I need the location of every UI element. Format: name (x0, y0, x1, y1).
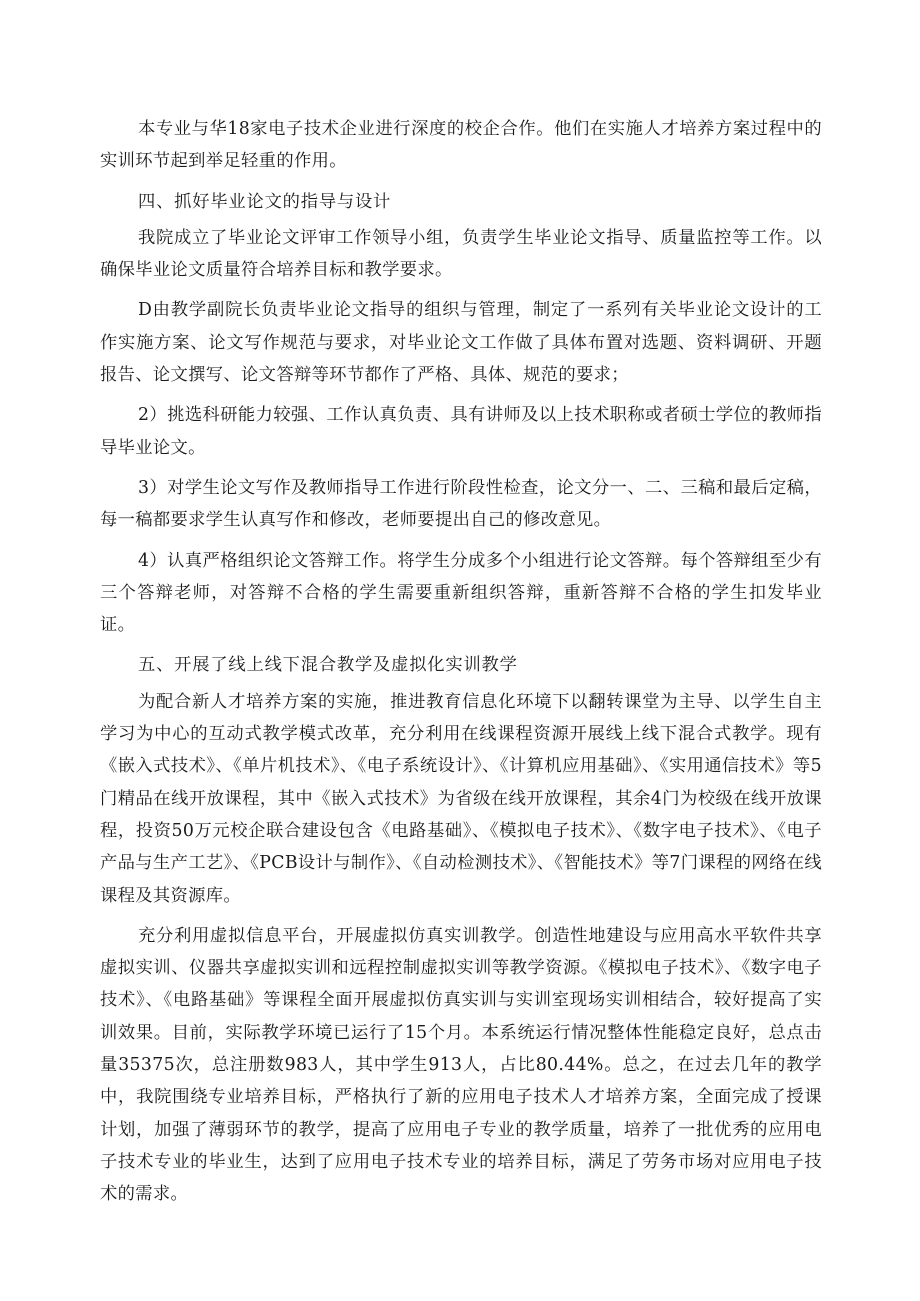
list-item-1: D由教学副院长负责毕业论文指导的组织与管理，制定了一系列有关毕业论文设计的工作实施方案、论文写作规范与要求，对毕业论文工作做了具体布置对选题、资料调研、开题报告、论文撰写、论文答辩等环节都作了严格、具体、规范的要求； (100, 300, 822, 386)
section-heading-5: 五、开展了线上线下混合教学及虚拟化实训教学 (138, 655, 518, 676)
document-body (100, 113, 822, 1219)
list-item-2: 2）挑选科研能力较强、工作认真负责、具有讲师及以上技术职称或者硕士学位的教师指导毕业论文。 (100, 405, 822, 458)
paragraph-thesis-committee: 我院成立了毕业论文评审工作领导小组，负责学生毕业论文指导、质量监控等工作。以确保毕业论文质量符合培养目标和教学要求。 (100, 227, 822, 281)
list-item-3: 3）对学生论文写作及教师指导工作进行阶段性检查，论文分一、二、三稿和最后定稿，每一稿都要求学生认真写作和修改，老师要提出自己的修改意见。 (100, 477, 822, 531)
section-heading-4: 四、抓好毕业论文的指导与设计 (138, 191, 392, 212)
paragraph-school-enterprise: 本专业与华18家电子技术企业进行深度的校企合作。他们在实施人才培养方案过程中的实训环节起到举足轻重的作用。 (100, 119, 822, 172)
paragraph-blended-teaching: 为配合新人才培养方案的实施，推进教育信息化环境下以翻转课堂为主导、以学生自主学习为中心的互动式教学模式改革，充分利用在线课程资源开展线上线下混合式教学。现有《嵌入式技术》、《单片机技术》、《电子系统设计》、《计算机应用基础》、《实用通信技术》等5门精品在线开放课程，其中《嵌入式技术》为省级在线开放课程，其余4门为校级在线开放课程，投资50万元校企联合建设包含《电路基础》、《模拟电子技术》、《数字电子技术》、《电子产品与生产工艺》、《PCB设计与制作》、《自动检测技术》、《智能技术》等7门课程的网络在线课程及其资源库。 (100, 691, 822, 906)
list-item-4: 4）认真严格组织论文答辩工作。将学生分成多个小组进行论文答辩。每个答辩组至少有三个答辩老师，对答辩不合格的学生需要重新组织答辩，重新答辩不合格的学生扣发毕业证。 (100, 550, 822, 636)
paragraph-virtual-training: 充分利用虚拟信息平台，开展虚拟仿真实训教学。创造性地建设与应用高水平软件共享虚拟实训、仪器共享虚拟实训和远程控制虚拟实训等教学资源。《模拟电子技术》、《数字电子技术》、《电路基础》等课程全面开展虚拟仿真实训与实训室现场实训相结合，较好提高了实训效果。目前，实际教学环境已运行了15个月。本系统运行情况整体性能稳定良好，总点击量35375次，总注册数983人，其中学生913人，占比80.44%。总之，在过去几年的教学中，我院围绕专业培养目标，严格执行了新的应用电子技术人才培养方案，全面完成了授课计划，加强了薄弱环节的教学，提高了应用电子专业的教学质量，培养了一批优秀的应用电子技术专业的毕业生，达到了应用电子技术专业的培养目标，满足了劳务市场对应用电子技术的需求。 (100, 925, 822, 1205)
